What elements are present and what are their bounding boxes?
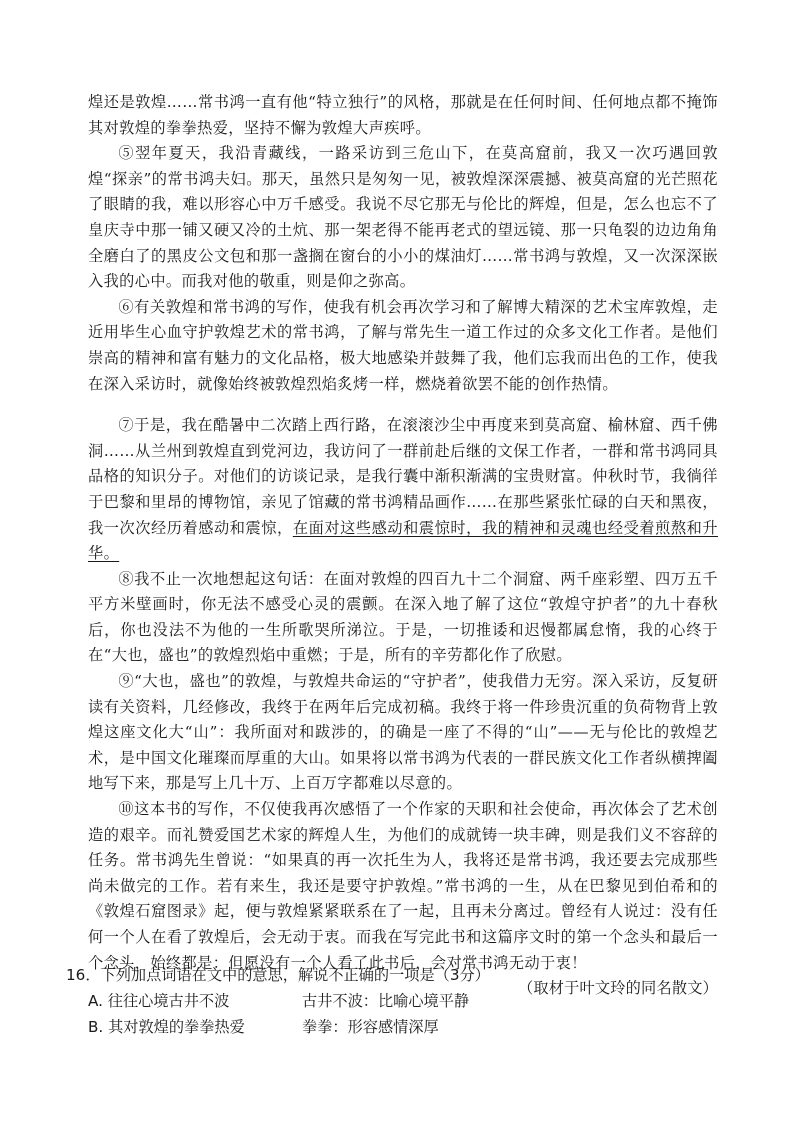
underlined-sentence: 在面对这些感动和震惊时，我的精神和灵魂也经受着煎熬和升华。 bbox=[88, 518, 718, 563]
option-b bbox=[66, 1014, 716, 1040]
paragraph-7-text: ⑦于是，我在酷暑中二次踏上西行路，在滚滚沙尘中再度来到莫高窟、榆林窟、西千佛洞……从兰州到敦煌直到党河边，我访问了一群前赴后继的文保工作者，一群和常书鸿同具品格的知识分子。对他们的访谈记录，是我行囊中渐积渐满的宝贵财富。仲秋时节，我徜徉于巴黎和里昂的博物馆，亲见了馆藏的常书鸿精品画作……在那些紧张忙碌的白天和黑夜，我一次次经历着感动和震惊， bbox=[88, 416, 718, 537]
paragraph-continuation: 煌还是敦煌……常书鸿一直有他“特立独行”的风格，那就是在任何时间、任何地点都不掩饰其对敦煌的拳拳热爱，坚持不懈为敦煌大声疾呼。 bbox=[88, 93, 718, 137]
option-a-note: 古井不波：比喻心境平静 bbox=[302, 992, 470, 1010]
paragraph-6: ⑥有关敦煌和常书鸿的写作，使我有机会再次学习和了解博大精深的艺术宝库敦煌，走近用毕生心血守护敦煌艺术的常书鸿，了解与常先生一道工作过的众多文化工作者。是他们崇高的精神和富有魅力的文化品格，极大地感染并鼓舞了我，他们忘我而出色的工作，使我在深入采访时，就像始终被敦煌烈焰炙烤一样，燃烧着欲罢不能的创作热情。 bbox=[88, 297, 718, 393]
option-b-label: B. 其对敦煌的拳拳热爱 bbox=[88, 1018, 245, 1036]
option-b-note: 拳拳：形容感情深厚 bbox=[302, 1018, 439, 1036]
option-a-label: A. 往往心境古井不波 bbox=[88, 992, 230, 1010]
paragraph-9: ⑨“大也，盛也”的敦煌，与敦煌共命运的“守护者”，使我借力无穷。深入采访，反复研读有关资料，几经修改，我终于在两年后完成初稿。我终于将一件珍贵沉重的负荷物背上敦煌这座文化大“山”：我所面对和跋涉的，的确是一座了不得的“山”——无与伦比的敦煌艺术，是中国文化璀璨而厚重的大山。如果将以常书鸿为代表的一群民族文化工作者纵横捭阖地写下来，那是写上几十万、上百万字都难以尽意的。 bbox=[88, 672, 718, 793]
option-a bbox=[66, 988, 716, 1014]
paragraph-8: ⑧我不止一次地想起这句话：在面对敦煌的四百九十二个洞窟、两千座彩塑、四万五千平方米壁画时，你无法不感受心灵的震颤。在深入地了解了这位“敦煌守护者”的九十春秋后，你也没法不为他的一生所歌哭所涕泣。于是，一切推诿和迟慢都属怠惰，我的心终于在“大也，盛也”的敦煌烈焰中重燃；于是，所有的辛劳都化作了欣慰。 bbox=[88, 569, 718, 665]
paragraph-7 bbox=[88, 413, 718, 567]
paragraph-gap bbox=[88, 397, 718, 413]
source-citation: （取材于叶文玲的同名散文） bbox=[517, 979, 718, 998]
article-body bbox=[88, 90, 718, 1002]
question-16 bbox=[66, 962, 716, 1040]
paragraph-5: ⑤翌年夏天，我沿青藏线，一路采访到三危山下，在莫高窟前，我又一次巧遇回敦煌“探亲”的常书鸿夫妇。那天，虽然只是匆匆一见，被敦煌深深震撼、被莫高窟的光芒照花了眼睛的我，难以形容心中万千感受。我说不尽它那无与伦比的辉煌，但是，怎么也忘不了皇庆寺中那一铺又硬又冷的土炕、那一架老得不能再老式的望远镜、那一只龟裂的边边角角全磨白了的黑皮公文包和那一盏搁在窗台的小小的煤油灯……常书鸿与敦煌，又一次深深嵌入我的心中。而我对他的敬重，则是仰之弥高。 bbox=[88, 144, 718, 291]
question-stem: 16．下列加点词语在文中的意思，解说不正确的一项是（3分） bbox=[66, 966, 490, 984]
paragraph-10 bbox=[88, 797, 718, 998]
paragraph-10-text: ⑩这本书的写作，不仅使我再次感悟了一个作家的天职和社会使命，再次体会了艺术创造的艰辛。而礼赞爱国艺术家的辉煌人生，为他们的成就铸一块丰碑，则是我们义不容辞的任务。常书鸿先生曾说：“如果真的再一次托生为人，我将还是常书鸿，我还要去完成那些尚未做完的工作。若有来生，我还是要守护敦煌。”常书鸿的一生，从在巴黎见到伯希和的《敦煌石窟图录》起，便与敦煌紧紧联系在了一起，且再未分离过。曾经有人说过：没有任何一个人在看了敦煌后，会无动于衷。而我在写完此书和这篇序文时的第一个念头和最后一个念头，始终都是：但愿没有一个人看了此书后，会对常书鸿无动于衷！ bbox=[88, 800, 718, 972]
